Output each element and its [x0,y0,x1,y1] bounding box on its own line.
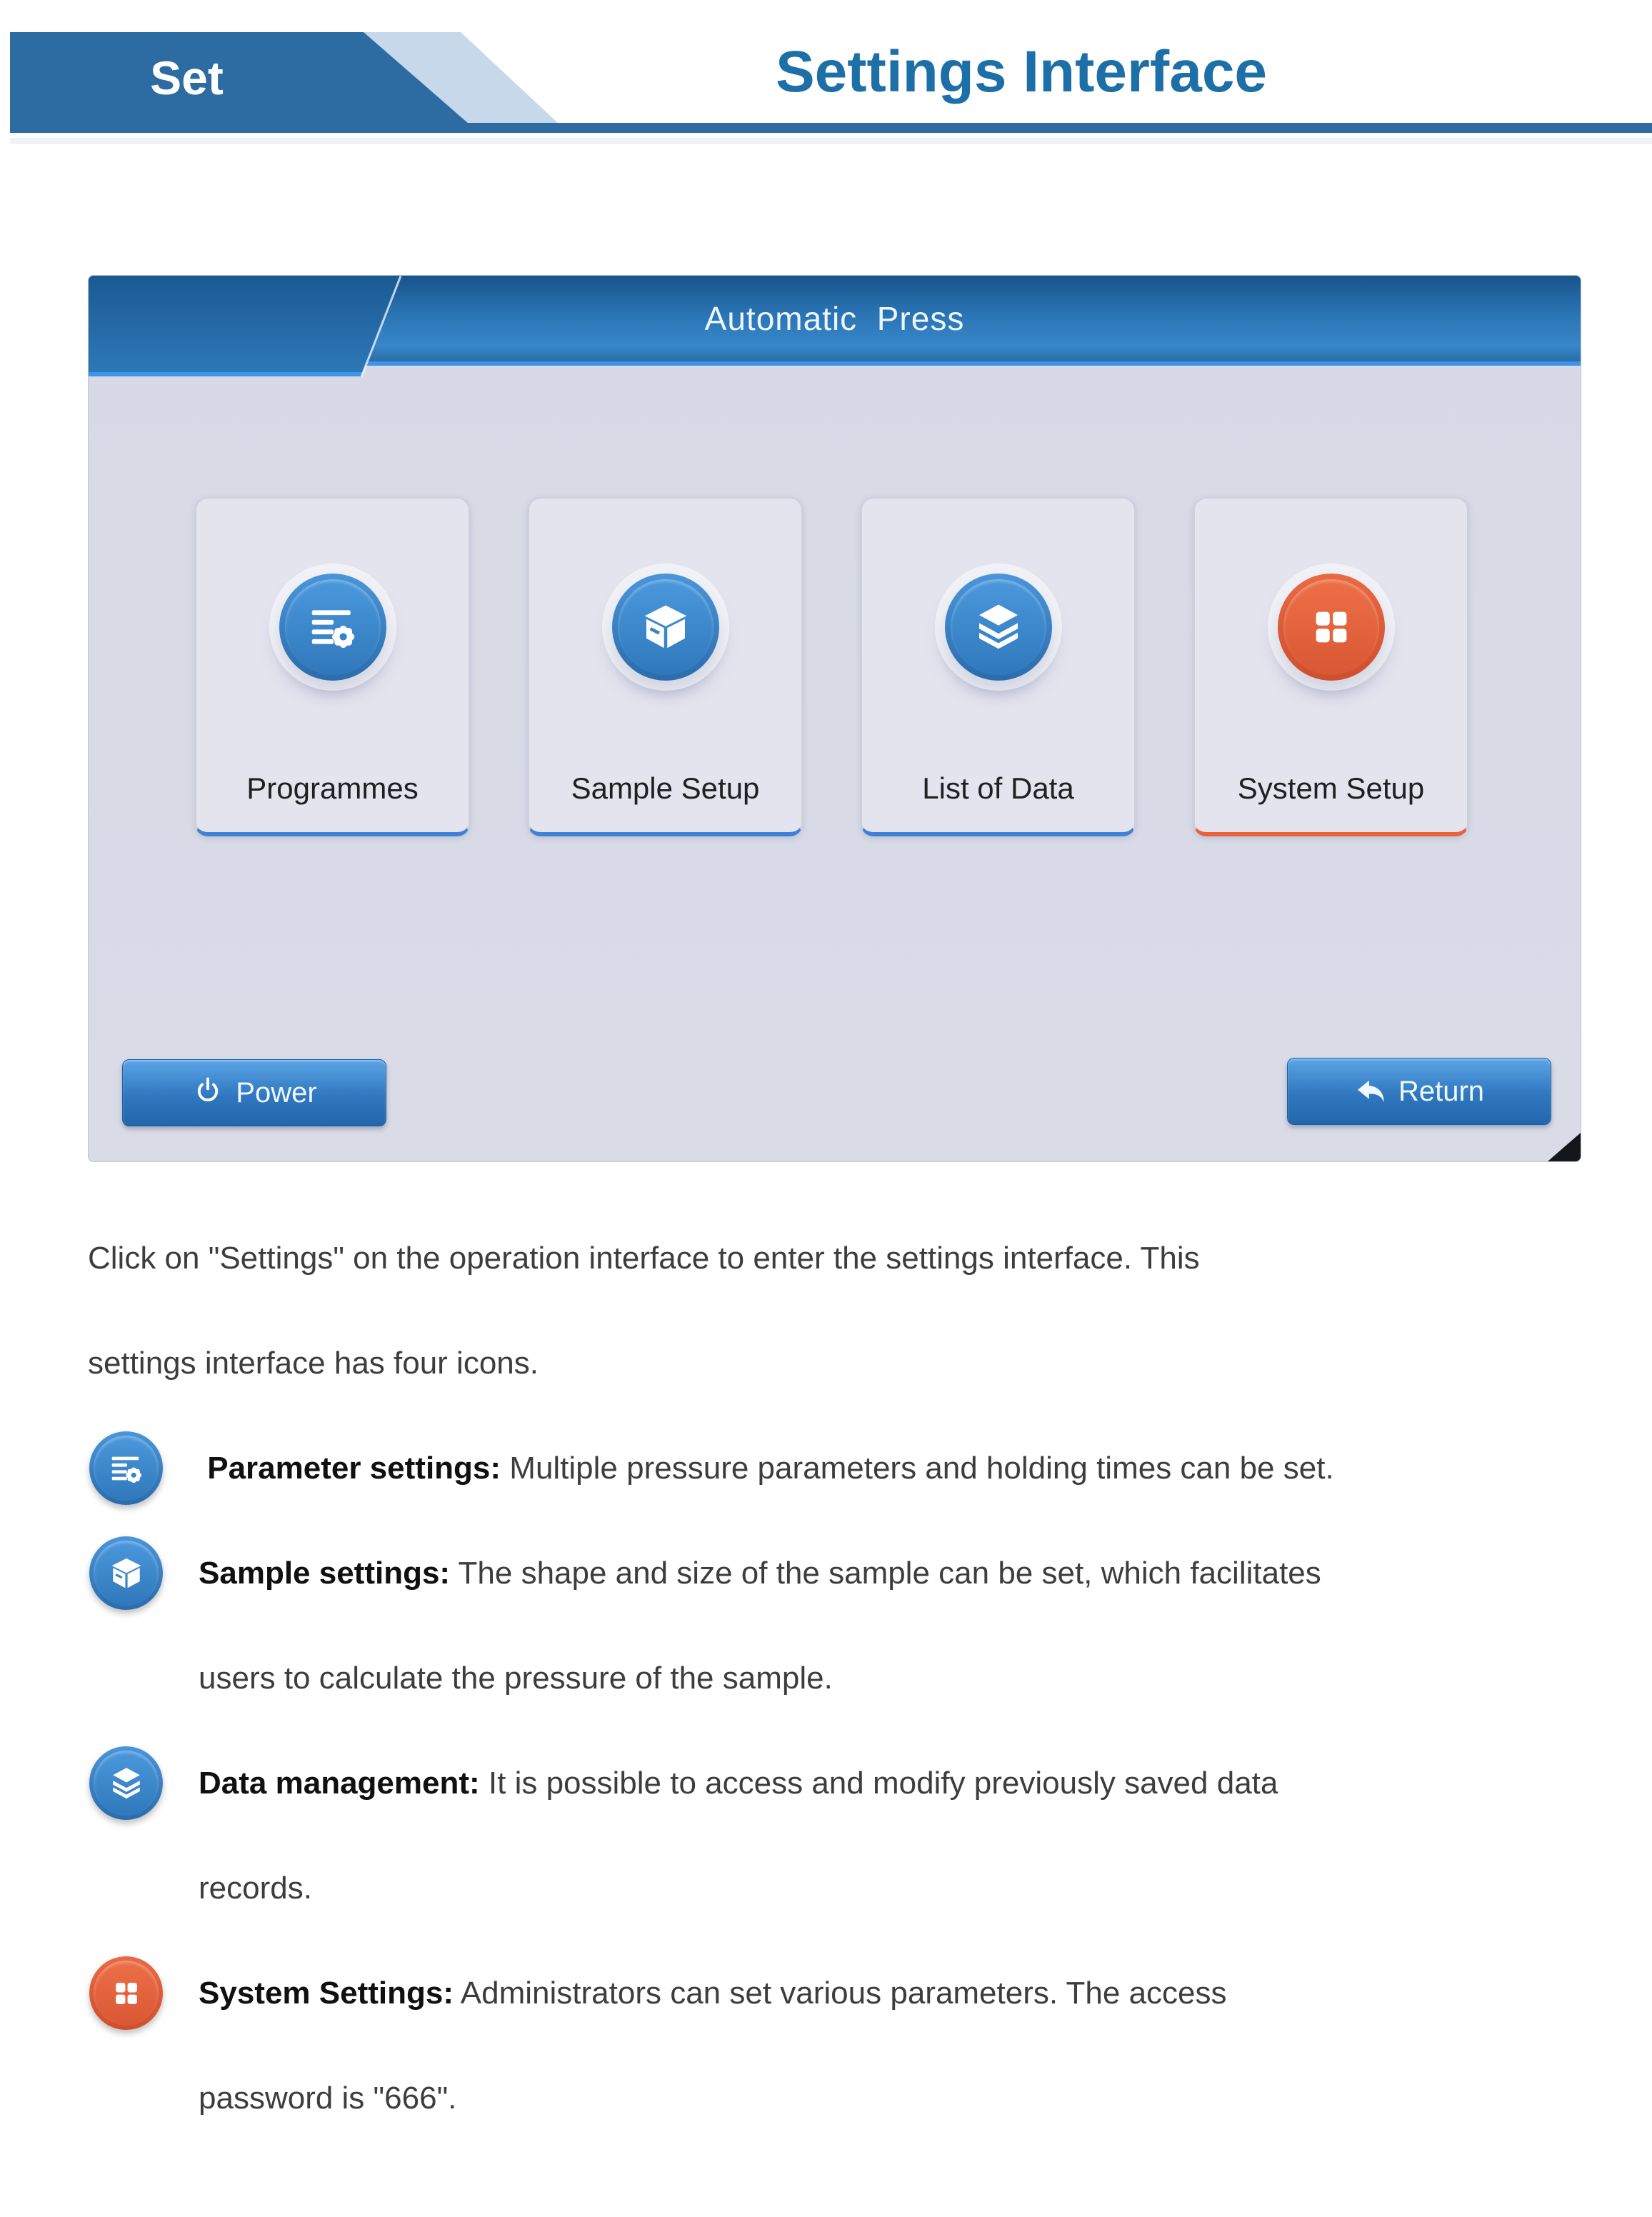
power-button[interactable] [122,1059,386,1126]
bullet-icon-circle [89,1956,163,2030]
layers-icon [973,601,1024,653]
power-icon [191,1076,224,1109]
box-icon [109,1556,144,1591]
card-system-setup[interactable] [1193,497,1468,836]
card-label: List of Data [922,771,1074,805]
grid-icon [1306,601,1357,653]
list-item [88,1521,1588,1731]
item-text: The shape and size of the sample can be set, which facilitates [450,1556,1321,1591]
list-gear-icon [109,1451,144,1486]
list-item [88,1731,1588,1941]
list-item-line-2: password is "666". [199,2081,457,2116]
list-item-line-1 [199,1416,1588,1521]
page-title: Settings Interface [775,39,1268,104]
settings-card-grid [195,497,1468,836]
bullet-icon-circle [89,1746,163,1820]
return-icon [1354,1075,1387,1108]
card-label: Sample Setup [571,771,760,805]
intro-line-2: settings interface has four icons. [88,1346,539,1381]
item-title: System Settings: [199,1976,454,2011]
card-label: System Setup [1237,771,1425,805]
card-icon-circle [1278,574,1385,681]
list-item-line-1 [199,1731,1588,1836]
device-title: Automatic Press [704,300,965,337]
return-button[interactable] [1287,1058,1551,1125]
grid-icon [109,1976,144,2011]
list-item-line-1 [199,1521,1588,1626]
card-icon-circle [945,574,1052,681]
header-divider [10,123,1652,133]
corner-wedge [1548,1133,1581,1161]
card-list-of-data[interactable] [861,497,1136,836]
intro-paragraph [88,1206,1588,1416]
card-icon-circle [612,574,719,681]
bullet-icon-circle [89,1431,163,1505]
card-sample-setup[interactable] [528,497,803,836]
intro-line-1: Click on "Settings" on the operation interface to enter the settings interface. This [88,1241,1200,1276]
bullet-icon-circle [89,1536,163,1610]
item-title: Parameter settings: [199,1451,501,1486]
header-tab-label: Set [150,51,224,104]
card-programmes[interactable] [195,497,470,836]
list-item [88,1941,1588,2151]
item-title: Sample settings: [199,1556,451,1591]
list-item-line-2: records. [199,1871,312,1906]
item-text: Multiple pressure parameters and holding times can be set. [501,1451,1334,1486]
list-gear-icon [307,601,359,653]
feature-list [88,1416,1588,2151]
power-button-label: Power [236,1076,317,1108]
item-text: It is possible to access and modify previously saved data [479,1766,1278,1801]
card-icon-circle [279,574,386,681]
card-label: Programmes [246,771,419,805]
header-divider-soft [10,138,1652,144]
list-item [88,1416,1588,1521]
device-screenshot [88,275,1581,1162]
return-button-label: Return [1398,1075,1485,1107]
layers-icon [109,1766,144,1801]
list-item-line-2: users to calculate the pressure of the sample. [199,1661,833,1696]
box-icon [640,601,691,653]
item-text: Administrators can set various parameters. The access [453,1976,1227,2011]
item-title: Data management: [199,1766,480,1801]
document-body [88,1206,1588,2151]
list-item-line-1 [199,1941,1588,2046]
